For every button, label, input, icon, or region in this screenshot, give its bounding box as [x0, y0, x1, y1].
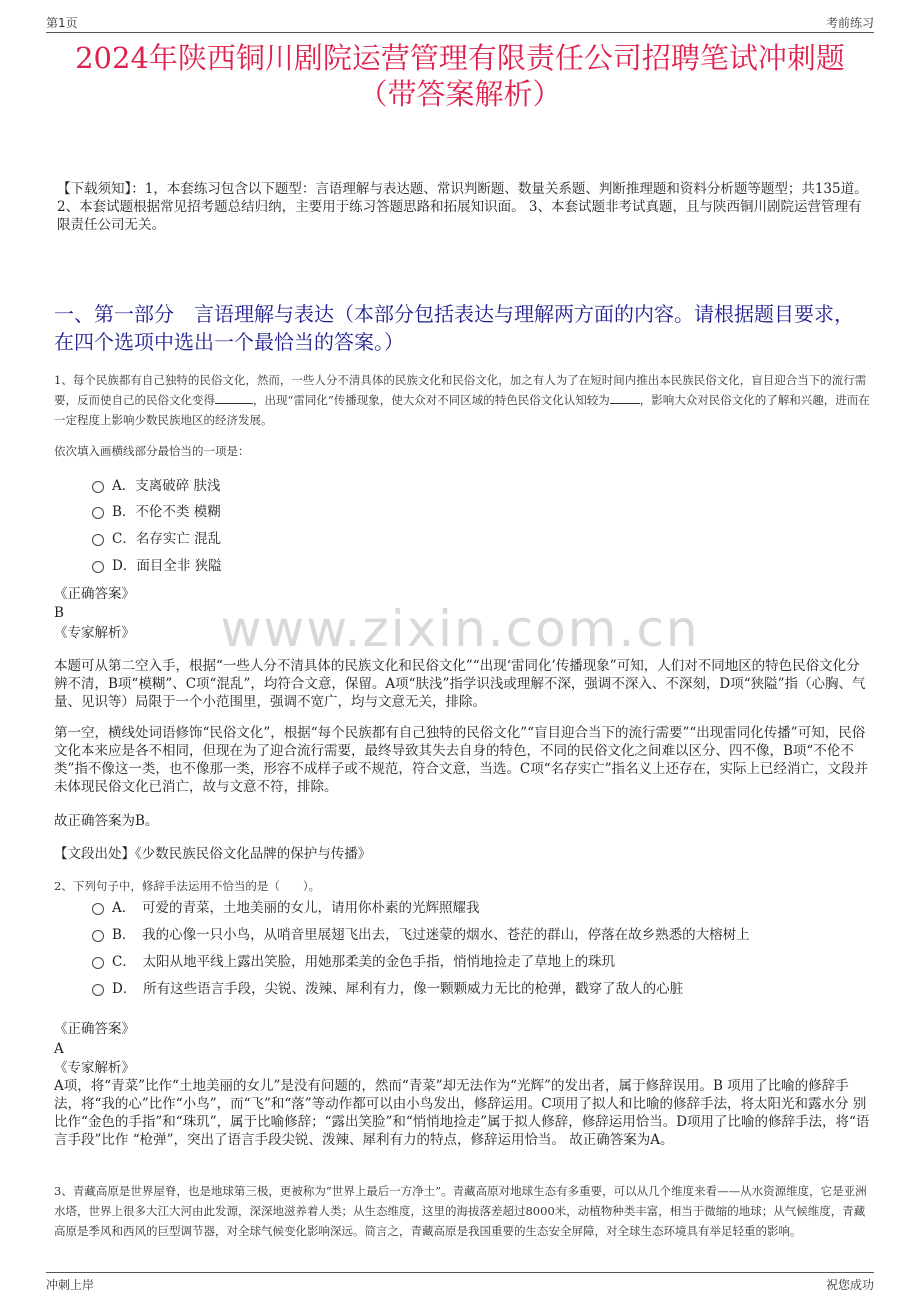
radio-icon[interactable] [92, 561, 104, 573]
title-line-1: 2024年陕西铜川剧院运营管理有限责任公司招聘笔试冲刺题 [75, 41, 845, 75]
q1-analysis-2: 第一空，横线处词语修饰“民俗文化”，根据“每个民族都有自己独特的民俗文化”“盲目迎合当下的流行需要”“出现雷同化传播”可知，民俗文化本来应是各不相同，但现在为了迎合流行需要，最终导致其失去自身的特色，不同的民俗文化之间难以区分、四不像，B项“不伦不类”指不像这一类，也不像那一类，形容不成样子或不规范，符合文意，当选。C项“名存实亡”指名义上还存在，实际上已经消亡，文段并未体现民俗文化已消亡，故与文意不符，排除。 [54, 725, 869, 795]
header-label: 考前练习 [825, 16, 874, 30]
footer-right: 祝您成功 [825, 1278, 874, 1292]
question-3-stem: 3、青藏高原是世界屋脊，也是地球第三极，更被称为“世界上最后一方净土”。青藏高原对地球生态有多重要，可以从几个维度来看——从水资源维度，它是亚洲水塔，世界上很多大江大河由此发源，深深地滋养着人类；从生态维度，这里的海拔落差超过8000米，动植物种类丰富，相当于微缩的地球；从气候维度，青藏高原是季风和西风的巨型调节器，对全球气候变化影响深远。简言之，青藏高原是我国重要的生态安全屏障，对全球生态环境具有举足轻重的影响。 [54, 1184, 867, 1238]
q1-answer: B [54, 605, 64, 621]
blank-2 [610, 403, 640, 404]
q2-option-b[interactable]: B． 我的心像一只小鸟，从哨音里展翅飞出去，飞过迷蒙的烟水、苍茫的群山，停落在故乡熟悉的大榕树上 [92, 926, 750, 944]
q1-option-c[interactable]: C．名存实亡 混乱 [92, 530, 221, 548]
q1-answer-label: 《正确答案》 [54, 586, 135, 602]
q1-option-b[interactable]: B．不伦不类 模糊 [92, 503, 221, 521]
q1-option-d[interactable]: D．面目全非 狭隘 [92, 557, 222, 575]
q1-analysis-1: 本题可从第二空入手，根据“一些人分不清具体的民族文化和民俗文化”“出现‘雷同化’传播现象”可知，人们对不同地区的特色民俗文化分辨不清，B项“模糊”、C项“混乱”，均符合文意，保留。A项“肤浅”指学识浅或理解不深，强调不深入、不深刻，D项“狭隘”指（心胸、气量、见识等）局限于一个小范围里，强调不宽广，均与文意无关，排除。 [54, 658, 866, 710]
radio-icon[interactable] [92, 481, 104, 493]
q2-analysis-label: 《专家解析》 [54, 1060, 135, 1076]
download-notice: 【下载须知】：1，本套练习包含以下题型：言语理解与表达题、常识判断题、数量关系题、判断推理题和资料分析题等题型；共135道。 2、本套试题根据常见招考题总结归纳，主要用于练习答题思路和拓展知识面。 3、本套试题非考试真题，且与陕西铜川剧院运营管理有限责任公司无关。 [57, 181, 868, 233]
radio-icon[interactable] [92, 903, 104, 915]
q2-answer-label: 《正确答案》 [54, 1021, 135, 1037]
question-1-prompt: 依次填入画横线部分最恰当的一项是： [54, 444, 250, 458]
document-title [46, 40, 874, 112]
title-line-2: （带答案解析） [358, 77, 562, 111]
radio-icon[interactable] [92, 534, 104, 546]
q1-source: 【文段出处】《少数民族民俗文化品牌的保护与传播》 [54, 846, 372, 862]
page-footer [46, 1272, 874, 1292]
q2-option-a[interactable]: A． 可爱的青菜，土地美丽的女儿，请用你朴素的光辉照耀我 [92, 899, 480, 917]
q1-conclusion: 故正确答案为B。 [54, 813, 159, 829]
radio-icon[interactable] [92, 507, 104, 519]
question-2-stem: 2、下列句子中，修辞手法运用不恰当的是（ ）。 [54, 879, 321, 893]
blank-1 [215, 403, 253, 404]
section-heading: 一、第一部分 言语理解与表达（本部分包括表达与理解两方面的内容。请根据题目要求，在四个选项中选出一个最恰当的答案。） [54, 302, 854, 354]
radio-icon[interactable] [92, 984, 104, 996]
footer-left: 冲刺上岸 [46, 1278, 95, 1292]
radio-icon[interactable] [92, 930, 104, 942]
page-header [46, 14, 874, 33]
q2-analysis: A项，将“青菜”比作“土地美丽的女儿”是没有问题的，然而“青菜”却无法作为“光辉”的发出者，属于修辞误用。B 项用了比喻的修辞手法，将“我的心”比作“小鸟”，而“飞”和“落”等动作都可以由小鸟发出，修辞运用。C项用了拟人和比喻的修辞手法，将太阳光和露水分 别比作“金色的手指”和“珠玑”，属于比喻修辞；“露出笑脸”和“悄悄地捡走”属于拟人修辞，修辞运用恰当。D项用了比喻的修辞手法，将“语言手段”比作 “枪弹”，突出了语言手段尖锐、泼辣、犀利有力的特点，修辞运用恰当。 故正确答案为A。 [54, 1078, 870, 1148]
q1-analysis-label: 《专家解析》 [54, 625, 135, 641]
q2-option-d[interactable]: D． 所有这些语言手段，尖锐、泼辣、犀利有力，像一颗颗威力无比的枪弹，戳穿了敌人的心脏 [92, 980, 683, 998]
q2-answer: A [54, 1041, 64, 1057]
radio-icon[interactable] [92, 957, 104, 969]
page-number: 第1页 [46, 16, 78, 30]
q2-option-c[interactable]: C． 太阳从地平线上露出笑脸，用她那柔美的金色手指，悄悄地捡走了草地上的珠玑 [92, 953, 615, 971]
watermark: www.zixin.com.cn [220, 600, 700, 658]
q1-option-a[interactable]: A．支离破碎 肤浅 [92, 477, 221, 495]
question-1-stem: 1、每个民族都有自己独特的民俗文化，然而，一些人分不清具体的民族文化和民俗文化，加之有人为了在短时间内推出本民族民俗文化，盲目迎合当下的流行需要，反而使自己的民俗文化变得 ，出现“雷同化”传播现象，使大众对不同区域的特色民俗文化认知较为 ，影响大众对民俗文化的了解和兴趣，进而在一定程度上影响少数民族地区的经济发展。 [54, 373, 870, 427]
